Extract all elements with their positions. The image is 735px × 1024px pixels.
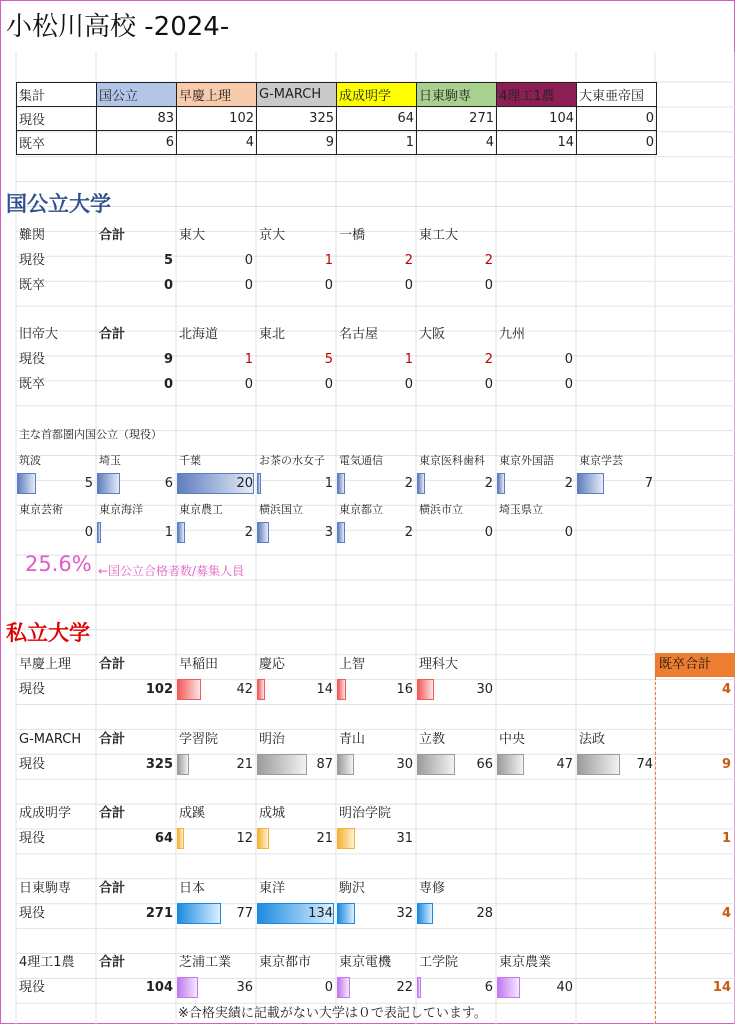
school-value: 12 xyxy=(236,831,253,846)
summary-table xyxy=(16,82,657,155)
school-name: 成城 xyxy=(259,806,286,821)
school-name: 学習院 xyxy=(179,732,219,747)
kisotsu-value: 4 xyxy=(721,906,731,921)
nanken-value: 0 xyxy=(404,278,413,293)
summary-header-row xyxy=(17,83,657,107)
school-name: 理科大 xyxy=(419,657,459,672)
national-heading: 国公立大学 xyxy=(6,192,111,216)
school-name: 東京都市 xyxy=(259,955,312,970)
summary-header-cell: 大東亜帝国 xyxy=(577,83,657,107)
nanken-header-cell: 京大 xyxy=(259,228,286,243)
metro2-name: 横浜市立 xyxy=(419,503,463,516)
group-total-label: 合計 xyxy=(99,732,126,747)
group-total-label: 合計 xyxy=(99,955,126,970)
school-name: 立教 xyxy=(419,732,446,747)
group-row-label: 現役 xyxy=(19,980,46,995)
summary-header-cell: 日東駒専 xyxy=(417,83,497,107)
school-value: 47 xyxy=(556,757,573,772)
school-name: 慶応 xyxy=(259,657,286,672)
school-name: 明治学院 xyxy=(339,806,392,821)
school-value: 30 xyxy=(396,757,413,772)
school-name: 工学院 xyxy=(419,955,459,970)
summary-cell: 104 xyxy=(497,107,577,131)
kyuteidai-value: 0 xyxy=(324,377,333,392)
group-name: 成成明学 xyxy=(19,806,72,821)
summary-header-cell: 4理工1農 xyxy=(497,83,577,107)
metro2-name: 横浜国立 xyxy=(259,503,303,516)
metro1-value: 1 xyxy=(324,476,333,491)
school-value: 134 xyxy=(308,906,333,921)
summary-cell: 1 xyxy=(337,131,417,155)
school-value: 66 xyxy=(476,757,493,772)
school-value: 32 xyxy=(396,906,413,921)
nanken-header-cell: 一橋 xyxy=(339,228,366,243)
summary-header-cell: 国公立 xyxy=(97,83,177,107)
summary-row xyxy=(17,131,657,155)
school-name: 東洋 xyxy=(259,881,286,896)
metro1-name: 埼玉 xyxy=(99,454,121,467)
group-total: 325 xyxy=(145,757,173,772)
metro2-value: 0 xyxy=(484,525,493,540)
kisotsu-total-header: 既卒合計 xyxy=(655,653,735,677)
kyuteidai-value: 2 xyxy=(484,352,493,367)
metro1-name: 筑波 xyxy=(19,454,41,467)
nanken-value: 0 xyxy=(244,278,253,293)
school-value: 30 xyxy=(476,682,493,697)
school-name: 明治 xyxy=(259,732,286,747)
metro1-name: 千葉 xyxy=(179,454,201,467)
summary-cell: 0 xyxy=(577,107,657,131)
metro2-name: 東京農工 xyxy=(179,503,223,516)
school-name: 中央 xyxy=(499,732,526,747)
kyuteidai-value: 0 xyxy=(404,377,413,392)
group-row-label: 現役 xyxy=(19,831,46,846)
summary-cell: 0 xyxy=(577,131,657,155)
kyuteidai-header-cell: 東北 xyxy=(259,327,286,342)
kyuteidai-header-cell: 合計 xyxy=(99,327,126,342)
kyuteidai-value: 0 xyxy=(244,377,253,392)
metro1-value: 7 xyxy=(644,476,653,491)
metro1-value: 2 xyxy=(484,476,493,491)
group-name: G-MARCH xyxy=(19,732,82,747)
kyuteidai-value: 1 xyxy=(244,352,253,367)
nanken-value: 0 xyxy=(484,278,493,293)
school-value: 40 xyxy=(556,980,573,995)
kyuteidai-header-cell: 大阪 xyxy=(419,327,446,342)
nanken-header-cell: 東工大 xyxy=(419,228,459,243)
school-value: 21 xyxy=(316,831,333,846)
nanken-value: 2 xyxy=(484,253,493,268)
summary-header-cell: 集計 xyxy=(17,83,97,107)
group-row-label: 現役 xyxy=(19,906,46,921)
admission-rate-note: ←国公立合格者数/募集人員 xyxy=(98,564,245,578)
summary-cell: 6 xyxy=(97,131,177,155)
summary-cell: 9 xyxy=(257,131,337,155)
summary-cell: 325 xyxy=(257,107,337,131)
summary-cell: 4 xyxy=(417,131,497,155)
kisotsu-divider xyxy=(655,677,656,1024)
school-name: 日本 xyxy=(179,881,206,896)
school-value: 16 xyxy=(396,682,413,697)
school-name: 専修 xyxy=(419,881,446,896)
group-total: 271 xyxy=(145,906,173,921)
school-value: 14 xyxy=(316,682,333,697)
metro1-name: 東京医科歯科 xyxy=(419,454,485,467)
kyuteidai-value: 0 xyxy=(484,377,493,392)
metro1-value: 5 xyxy=(84,476,93,491)
metro2-value: 3 xyxy=(324,525,333,540)
page-title: 小松川高校 -2024- xyxy=(6,12,230,42)
nanken-value: 0 xyxy=(324,278,333,293)
kisotsu-value: 4 xyxy=(721,682,731,697)
group-total-label: 合計 xyxy=(99,881,126,896)
nanken-header-cell: 東大 xyxy=(179,228,206,243)
metro1-name: 東京外国語 xyxy=(499,454,554,467)
metro2-name: 東京芸術 xyxy=(19,503,63,516)
summary-cell: 83 xyxy=(97,107,177,131)
kyuteidai-header-cell: 旧帝大 xyxy=(19,327,59,342)
school-name: 東京農業 xyxy=(499,955,552,970)
school-value: 28 xyxy=(476,906,493,921)
metro1-value: 2 xyxy=(404,476,413,491)
kyuteidai-value: 0 xyxy=(163,377,173,392)
school-value: 22 xyxy=(396,980,413,995)
admission-rate: 25.6% xyxy=(25,552,92,576)
school-name: 成蹊 xyxy=(179,806,206,821)
kyuteidai-row-label: 現役 xyxy=(19,352,46,367)
summary-cell: 4 xyxy=(177,131,257,155)
school-value: 31 xyxy=(396,831,413,846)
summary-cell: 102 xyxy=(177,107,257,131)
nanken-value: 0 xyxy=(163,278,173,293)
school-value: 36 xyxy=(236,980,253,995)
metro1-name: 東京学芸 xyxy=(579,454,623,467)
kisotsu-value: 14 xyxy=(712,980,731,995)
kyuteidai-value: 9 xyxy=(163,352,173,367)
summary-cell: 既卒 xyxy=(17,131,97,155)
school-value: 42 xyxy=(236,682,253,697)
group-total: 102 xyxy=(145,682,173,697)
group-total-label: 合計 xyxy=(99,657,126,672)
school-value: 0 xyxy=(324,980,333,995)
summary-row xyxy=(17,107,657,131)
group-name: 4理工1農 xyxy=(19,955,75,970)
metro2-name: 東京海洋 xyxy=(99,503,143,516)
metro1-name: お茶の水女子 xyxy=(259,454,325,467)
school-name: 駒沢 xyxy=(339,881,366,896)
group-total: 104 xyxy=(145,980,173,995)
group-row-label: 現役 xyxy=(19,757,46,772)
school-value: 77 xyxy=(236,906,253,921)
kyuteidai-header-cell: 名古屋 xyxy=(339,327,379,342)
group-name: 日東駒専 xyxy=(19,881,72,896)
kyuteidai-value: 0 xyxy=(564,352,573,367)
summary-header-cell: 成成明学 xyxy=(337,83,417,107)
metro2-value: 2 xyxy=(404,525,413,540)
group-total-label: 合計 xyxy=(99,806,126,821)
nanken-header-cell: 合計 xyxy=(99,228,126,243)
metro1-value: 2 xyxy=(564,476,573,491)
kyuteidai-value: 5 xyxy=(324,352,333,367)
school-name: 早稲田 xyxy=(179,657,219,672)
metro2-value: 2 xyxy=(244,525,253,540)
kisotsu-value: 9 xyxy=(721,757,731,772)
metro1-value: 20 xyxy=(236,476,253,491)
summary-header-cell: G-MARCH xyxy=(257,83,337,107)
kyuteidai-row-label: 既卒 xyxy=(19,377,46,392)
summary-header-cell: 早慶上理 xyxy=(177,83,257,107)
summary-cell: 64 xyxy=(337,107,417,131)
group-row-label: 現役 xyxy=(19,682,46,697)
summary-cell: 271 xyxy=(417,107,497,131)
kyuteidai-value: 1 xyxy=(404,352,413,367)
kyuteidai-value: 0 xyxy=(564,377,573,392)
private-heading: 私立大学 xyxy=(6,621,90,645)
kyuteidai-header-cell: 北海道 xyxy=(179,327,219,342)
nanken-row-label: 既卒 xyxy=(19,278,46,293)
summary-cell: 14 xyxy=(497,131,577,155)
metro2-value: 0 xyxy=(564,525,573,540)
nanken-header-cell: 難関 xyxy=(19,228,46,243)
school-name: 上智 xyxy=(339,657,366,672)
metro2-name: 東京都立 xyxy=(339,503,383,516)
footnote: ※合格実績に記載がない大学は０で表記しています。 xyxy=(178,1006,487,1021)
group-name: 早慶上理 xyxy=(19,657,72,672)
nanken-value: 5 xyxy=(163,253,173,268)
school-value: 87 xyxy=(316,757,333,772)
school-name: 法政 xyxy=(579,732,606,747)
summary-cell: 現役 xyxy=(17,107,97,131)
metro2-value: 1 xyxy=(164,525,173,540)
metro-caption: 主な首都圏内国公立（現役） xyxy=(19,428,162,441)
metro1-value: 6 xyxy=(164,476,173,491)
metro2-value: 0 xyxy=(84,525,93,540)
school-value: 21 xyxy=(236,757,253,772)
school-name: 東京電機 xyxy=(339,955,392,970)
kyuteidai-header-cell: 九州 xyxy=(499,327,526,342)
school-value: 6 xyxy=(484,980,493,995)
nanken-value: 2 xyxy=(404,253,413,268)
nanken-value: 0 xyxy=(244,253,253,268)
school-name: 青山 xyxy=(339,732,366,747)
group-total: 64 xyxy=(154,831,173,846)
nanken-row-label: 現役 xyxy=(19,253,46,268)
kisotsu-value: 1 xyxy=(721,831,731,846)
school-value: 74 xyxy=(636,757,653,772)
school-name: 芝浦工業 xyxy=(179,955,232,970)
metro2-name: 埼玉県立 xyxy=(499,503,543,516)
metro1-name: 電気通信 xyxy=(339,454,383,467)
nanken-value: 1 xyxy=(324,253,333,268)
